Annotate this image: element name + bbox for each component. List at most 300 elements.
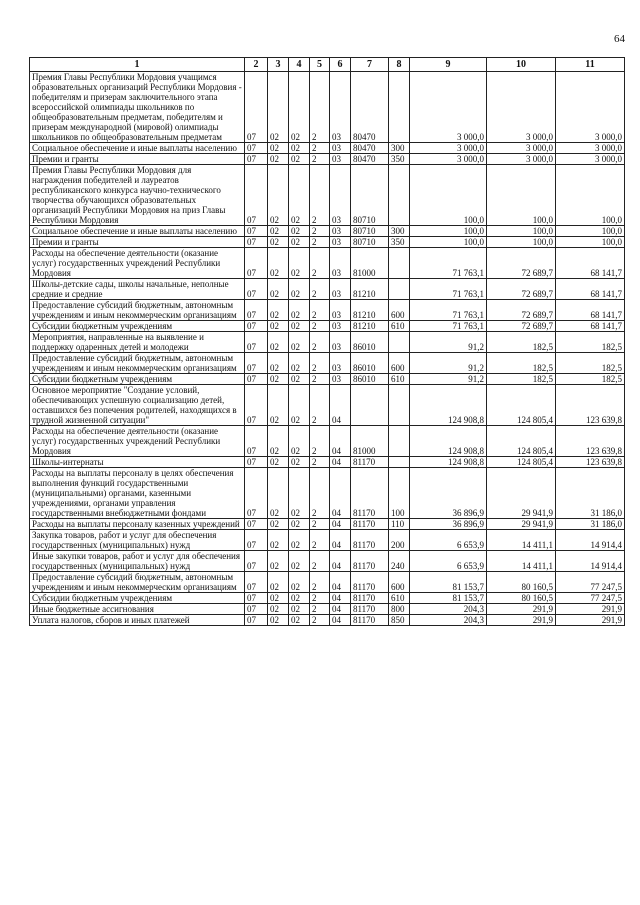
- amount-year2-cell: 100,0: [487, 165, 556, 226]
- amount-year1-cell: 3 000,0: [410, 143, 487, 154]
- amount-year3-cell: 68 141,7: [556, 279, 625, 300]
- section-code-cell: 07: [245, 154, 268, 165]
- header-cell: 1: [30, 58, 245, 72]
- amount-year2-cell: 100,0: [487, 226, 556, 237]
- subsection-code-cell: 02: [268, 300, 289, 321]
- event-code-cell: 03: [330, 353, 351, 374]
- direction-code-cell: 86010: [351, 374, 389, 385]
- subsection-code-cell: 02: [268, 332, 289, 353]
- amount-year1-cell: 91,2: [410, 332, 487, 353]
- header-cell: 4: [289, 58, 310, 72]
- expense-type-cell: 850: [389, 615, 410, 626]
- subsection-code-cell: 02: [268, 519, 289, 530]
- expense-name-cell: Иные бюджетные ассигнования: [30, 604, 245, 615]
- section-code-cell: 07: [245, 353, 268, 374]
- section-code-cell: 07: [245, 604, 268, 615]
- direction-code-cell: 81000: [351, 248, 389, 279]
- direction-code-cell: [351, 385, 389, 426]
- subprogram-code-cell: 2: [310, 353, 330, 374]
- header-cell: 5: [310, 58, 330, 72]
- expense-type-cell: 600: [389, 353, 410, 374]
- amount-year1-cell: 124 908,8: [410, 385, 487, 426]
- amount-year2-cell: 182,5: [487, 353, 556, 374]
- program-code-cell: 02: [289, 226, 310, 237]
- expense-type-cell: [389, 72, 410, 143]
- header-cell: 11: [556, 58, 625, 72]
- subsection-code-cell: 02: [268, 374, 289, 385]
- amount-year1-cell: 100,0: [410, 226, 487, 237]
- direction-code-cell: 81170: [351, 551, 389, 572]
- subprogram-code-cell: 2: [310, 165, 330, 226]
- subprogram-code-cell: 2: [310, 551, 330, 572]
- expense-type-cell: 240: [389, 551, 410, 572]
- expense-type-cell: [389, 426, 410, 457]
- section-code-cell: 07: [245, 572, 268, 593]
- expense-name-cell: Расходы на обеспечение деятельности (оказание услуг) государственных учреждений Республики Мордовия: [30, 248, 245, 279]
- event-code-cell: 04: [330, 468, 351, 519]
- expense-type-cell: 610: [389, 321, 410, 332]
- section-code-cell: 07: [245, 519, 268, 530]
- expense-type-cell: [389, 457, 410, 468]
- expense-name-cell: Мероприятия, направленные на выявление и поддержку одаренных детей и молодежи: [30, 332, 245, 353]
- table-row: [30, 248, 625, 279]
- table-row: [30, 165, 625, 226]
- amount-year2-cell: 3 000,0: [487, 143, 556, 154]
- section-code-cell: 07: [245, 615, 268, 626]
- expense-name-cell: Предоставление субсидий бюджетным, автономным учреждениям и иным некоммерческим организациям: [30, 300, 245, 321]
- section-code-cell: 07: [245, 226, 268, 237]
- expense-type-cell: 300: [389, 143, 410, 154]
- expense-type-cell: 350: [389, 154, 410, 165]
- subsection-code-cell: 02: [268, 143, 289, 154]
- table-row: [30, 374, 625, 385]
- amount-year2-cell: 182,5: [487, 374, 556, 385]
- expense-type-cell: [389, 279, 410, 300]
- program-code-cell: 02: [289, 165, 310, 226]
- direction-code-cell: 80710: [351, 237, 389, 248]
- direction-code-cell: 81170: [351, 530, 389, 551]
- subsection-code-cell: 02: [268, 321, 289, 332]
- header-cell: 3: [268, 58, 289, 72]
- program-code-cell: 02: [289, 279, 310, 300]
- program-code-cell: 02: [289, 353, 310, 374]
- subprogram-code-cell: 2: [310, 237, 330, 248]
- program-code-cell: 02: [289, 572, 310, 593]
- subsection-code-cell: 02: [268, 226, 289, 237]
- amount-year1-cell: 81 153,7: [410, 572, 487, 593]
- section-code-cell: 07: [245, 237, 268, 248]
- event-code-cell: 03: [330, 300, 351, 321]
- expense-name-cell: Школы-интернаты: [30, 457, 245, 468]
- direction-code-cell: 81000: [351, 426, 389, 457]
- subsection-code-cell: 02: [268, 385, 289, 426]
- section-code-cell: 07: [245, 457, 268, 468]
- expense-name-cell: Социальное обеспечение и иные выплаты населению: [30, 143, 245, 154]
- direction-code-cell: 81170: [351, 604, 389, 615]
- expense-type-cell: 600: [389, 300, 410, 321]
- header-cell: 8: [389, 58, 410, 72]
- header-cell: 10: [487, 58, 556, 72]
- amount-year2-cell: 100,0: [487, 237, 556, 248]
- subsection-code-cell: 02: [268, 593, 289, 604]
- subprogram-code-cell: 2: [310, 426, 330, 457]
- amount-year1-cell: 36 896,9: [410, 519, 487, 530]
- header-cell: 2: [245, 58, 268, 72]
- direction-code-cell: 86010: [351, 332, 389, 353]
- expense-name-cell: Расходы на выплаты персоналу казенных учреждений: [30, 519, 245, 530]
- event-code-cell: 03: [330, 154, 351, 165]
- budget-table: [29, 57, 625, 626]
- amount-year3-cell: 100,0: [556, 226, 625, 237]
- expense-name-cell: Закупка товаров, работ и услуг для обеспечения государственных (муниципальных) нужд: [30, 530, 245, 551]
- direction-code-cell: 81170: [351, 468, 389, 519]
- program-code-cell: 02: [289, 321, 310, 332]
- direction-code-cell: 81210: [351, 321, 389, 332]
- subsection-code-cell: 02: [268, 353, 289, 374]
- section-code-cell: 07: [245, 279, 268, 300]
- direction-code-cell: 81170: [351, 572, 389, 593]
- event-code-cell: 04: [330, 385, 351, 426]
- expense-type-cell: [389, 165, 410, 226]
- section-code-cell: 07: [245, 300, 268, 321]
- expense-name-cell: Премии и гранты: [30, 237, 245, 248]
- subsection-code-cell: 02: [268, 154, 289, 165]
- subprogram-code-cell: 2: [310, 530, 330, 551]
- direction-code-cell: 81170: [351, 457, 389, 468]
- event-code-cell: 03: [330, 321, 351, 332]
- program-code-cell: 02: [289, 374, 310, 385]
- table-row: [30, 154, 625, 165]
- subprogram-code-cell: 2: [310, 385, 330, 426]
- section-code-cell: 07: [245, 374, 268, 385]
- amount-year2-cell: 291,9: [487, 604, 556, 615]
- section-code-cell: 07: [245, 248, 268, 279]
- table-row: [30, 519, 625, 530]
- table-row: [30, 426, 625, 457]
- amount-year1-cell: 6 653,9: [410, 551, 487, 572]
- subprogram-code-cell: 2: [310, 279, 330, 300]
- subprogram-code-cell: 2: [310, 593, 330, 604]
- amount-year3-cell: 123 639,8: [556, 426, 625, 457]
- subsection-code-cell: 02: [268, 237, 289, 248]
- amount-year3-cell: 100,0: [556, 237, 625, 248]
- amount-year1-cell: 91,2: [410, 374, 487, 385]
- program-code-cell: 02: [289, 300, 310, 321]
- subprogram-code-cell: 2: [310, 248, 330, 279]
- expense-type-cell: 610: [389, 374, 410, 385]
- expense-type-cell: [389, 385, 410, 426]
- table-row: [30, 468, 625, 519]
- amount-year3-cell: 31 186,0: [556, 468, 625, 519]
- amount-year1-cell: 204,3: [410, 615, 487, 626]
- section-code-cell: 07: [245, 530, 268, 551]
- amount-year3-cell: 14 914,4: [556, 530, 625, 551]
- amount-year1-cell: 124 908,8: [410, 426, 487, 457]
- amount-year3-cell: 291,9: [556, 604, 625, 615]
- amount-year2-cell: 29 941,9: [487, 468, 556, 519]
- program-code-cell: 02: [289, 457, 310, 468]
- expense-type-cell: 350: [389, 237, 410, 248]
- expense-name-cell: Расходы на обеспечение деятельности (оказание услуг) государственных учреждений Республики Мордовия: [30, 426, 245, 457]
- expense-name-cell: Субсидии бюджетным учреждениям: [30, 593, 245, 604]
- table-row: [30, 226, 625, 237]
- amount-year1-cell: 100,0: [410, 165, 487, 226]
- amount-year3-cell: 68 141,7: [556, 300, 625, 321]
- amount-year1-cell: 71 763,1: [410, 300, 487, 321]
- amount-year2-cell: 291,9: [487, 615, 556, 626]
- header-cell: 7: [351, 58, 389, 72]
- program-code-cell: 02: [289, 426, 310, 457]
- expense-name-cell: Уплата налогов, сборов и иных платежей: [30, 615, 245, 626]
- amount-year2-cell: 14 411,1: [487, 551, 556, 572]
- program-code-cell: 02: [289, 468, 310, 519]
- event-code-cell: 03: [330, 143, 351, 154]
- expense-name-cell: Расходы на выплаты персоналу в целях обеспечения выполнения функций государственными (муниципальными) органами, казенными учреждениями, органами управления государственными внебюджетными фондами: [30, 468, 245, 519]
- expense-type-cell: [389, 332, 410, 353]
- amount-year3-cell: 182,5: [556, 332, 625, 353]
- header-cell: 9: [410, 58, 487, 72]
- section-code-cell: 07: [245, 593, 268, 604]
- section-code-cell: 07: [245, 143, 268, 154]
- amount-year1-cell: 6 653,9: [410, 530, 487, 551]
- table-row: [30, 615, 625, 626]
- amount-year2-cell: 124 805,4: [487, 385, 556, 426]
- section-code-cell: 07: [245, 551, 268, 572]
- amount-year2-cell: 3 000,0: [487, 72, 556, 143]
- amount-year2-cell: 72 689,7: [487, 321, 556, 332]
- subprogram-code-cell: 2: [310, 519, 330, 530]
- program-code-cell: 02: [289, 530, 310, 551]
- amount-year1-cell: 71 763,1: [410, 321, 487, 332]
- amount-year2-cell: 72 689,7: [487, 248, 556, 279]
- program-code-cell: 02: [289, 72, 310, 143]
- subsection-code-cell: 02: [268, 248, 289, 279]
- amount-year2-cell: 124 805,4: [487, 457, 556, 468]
- amount-year1-cell: 71 763,1: [410, 279, 487, 300]
- table-row: [30, 572, 625, 593]
- header-cell: 6: [330, 58, 351, 72]
- amount-year2-cell: 3 000,0: [487, 154, 556, 165]
- expense-type-cell: 610: [389, 593, 410, 604]
- table-row: [30, 604, 625, 615]
- direction-code-cell: 81170: [351, 519, 389, 530]
- table-row: [30, 143, 625, 154]
- subsection-code-cell: 02: [268, 468, 289, 519]
- amount-year3-cell: 291,9: [556, 615, 625, 626]
- expense-name-cell: Школы-детские сады, школы начальные, неполные средние и средние: [30, 279, 245, 300]
- direction-code-cell: 80710: [351, 226, 389, 237]
- expense-name-cell: Субсидии бюджетным учреждениям: [30, 374, 245, 385]
- subprogram-code-cell: 2: [310, 615, 330, 626]
- expense-type-cell: 200: [389, 530, 410, 551]
- event-code-cell: 04: [330, 604, 351, 615]
- event-code-cell: 04: [330, 457, 351, 468]
- amount-year1-cell: 3 000,0: [410, 154, 487, 165]
- program-code-cell: 02: [289, 385, 310, 426]
- direction-code-cell: 80470: [351, 72, 389, 143]
- direction-code-cell: 80470: [351, 154, 389, 165]
- table-row: [30, 530, 625, 551]
- amount-year2-cell: 124 805,4: [487, 426, 556, 457]
- subprogram-code-cell: 2: [310, 332, 330, 353]
- amount-year3-cell: 123 639,8: [556, 385, 625, 426]
- amount-year3-cell: 3 000,0: [556, 154, 625, 165]
- subprogram-code-cell: 2: [310, 154, 330, 165]
- subprogram-code-cell: 2: [310, 72, 330, 143]
- expense-name-cell: Основное мероприятие "Создание условий, обеспечивающих успешную социализацию детей, оставшихся без попечения родителей, находящихся в трудной жизненной ситуации": [30, 385, 245, 426]
- amount-year3-cell: 68 141,7: [556, 248, 625, 279]
- program-code-cell: 02: [289, 332, 310, 353]
- event-code-cell: 04: [330, 519, 351, 530]
- amount-year3-cell: 14 914,4: [556, 551, 625, 572]
- event-code-cell: 03: [330, 226, 351, 237]
- program-code-cell: 02: [289, 519, 310, 530]
- subsection-code-cell: 02: [268, 72, 289, 143]
- event-code-cell: 04: [330, 572, 351, 593]
- expense-name-cell: Субсидии бюджетным учреждениям: [30, 321, 245, 332]
- subprogram-code-cell: 2: [310, 468, 330, 519]
- expense-type-cell: 800: [389, 604, 410, 615]
- amount-year3-cell: 3 000,0: [556, 143, 625, 154]
- event-code-cell: 03: [330, 72, 351, 143]
- subsection-code-cell: 02: [268, 279, 289, 300]
- subprogram-code-cell: 2: [310, 321, 330, 332]
- program-code-cell: 02: [289, 143, 310, 154]
- subprogram-code-cell: 2: [310, 300, 330, 321]
- subsection-code-cell: 02: [268, 615, 289, 626]
- amount-year2-cell: 14 411,1: [487, 530, 556, 551]
- amount-year1-cell: 81 153,7: [410, 593, 487, 604]
- program-code-cell: 02: [289, 615, 310, 626]
- program-code-cell: 02: [289, 237, 310, 248]
- table-row: [30, 321, 625, 332]
- amount-year1-cell: 124 908,8: [410, 457, 487, 468]
- section-code-cell: 07: [245, 385, 268, 426]
- program-code-cell: 02: [289, 154, 310, 165]
- direction-code-cell: 81210: [351, 300, 389, 321]
- amount-year2-cell: 72 689,7: [487, 300, 556, 321]
- section-code-cell: 07: [245, 468, 268, 519]
- amount-year1-cell: 3 000,0: [410, 72, 487, 143]
- expense-type-cell: 100: [389, 468, 410, 519]
- expense-type-cell: 110: [389, 519, 410, 530]
- expense-type-cell: 600: [389, 572, 410, 593]
- subprogram-code-cell: 2: [310, 374, 330, 385]
- page-number: 64: [614, 33, 625, 45]
- amount-year3-cell: 3 000,0: [556, 72, 625, 143]
- amount-year1-cell: 91,2: [410, 353, 487, 374]
- table-row: [30, 279, 625, 300]
- amount-year3-cell: 68 141,7: [556, 321, 625, 332]
- table-row: [30, 551, 625, 572]
- expense-name-cell: Премия Главы Республики Мордовия учащимся образовательных организаций Республики Мордовия - победителям и призерам заключительного этапа всероссийской олимпиады школьников по общеобразовательным предметам, победителям и призерам международной (мировой) олимпиады школьников по общеобразовательным предметам: [30, 72, 245, 143]
- amount-year2-cell: 182,5: [487, 332, 556, 353]
- expense-name-cell: Премии и гранты: [30, 154, 245, 165]
- section-code-cell: 07: [245, 321, 268, 332]
- table-row: [30, 72, 625, 143]
- subprogram-code-cell: 2: [310, 604, 330, 615]
- direction-code-cell: 81210: [351, 279, 389, 300]
- amount-year3-cell: 100,0: [556, 165, 625, 226]
- event-code-cell: 04: [330, 551, 351, 572]
- section-code-cell: 07: [245, 426, 268, 457]
- direction-code-cell: 80470: [351, 143, 389, 154]
- table-row: [30, 332, 625, 353]
- program-code-cell: 02: [289, 604, 310, 615]
- amount-year1-cell: 71 763,1: [410, 248, 487, 279]
- table-row: [30, 457, 625, 468]
- subsection-code-cell: 02: [268, 551, 289, 572]
- table-row: [30, 237, 625, 248]
- direction-code-cell: 86010: [351, 353, 389, 374]
- direction-code-cell: 81170: [351, 615, 389, 626]
- event-code-cell: 04: [330, 426, 351, 457]
- event-code-cell: 03: [330, 248, 351, 279]
- direction-code-cell: 81170: [351, 593, 389, 604]
- event-code-cell: 03: [330, 279, 351, 300]
- amount-year2-cell: 80 160,5: [487, 593, 556, 604]
- table-row: [30, 593, 625, 604]
- amount-year3-cell: 182,5: [556, 374, 625, 385]
- subsection-code-cell: 02: [268, 457, 289, 468]
- event-code-cell: 04: [330, 530, 351, 551]
- expense-name-cell: Иные закупки товаров, работ и услуг для обеспечения государственных (муниципальных) нужд: [30, 551, 245, 572]
- subsection-code-cell: 02: [268, 530, 289, 551]
- amount-year2-cell: 29 941,9: [487, 519, 556, 530]
- event-code-cell: 03: [330, 332, 351, 353]
- amount-year3-cell: 31 186,0: [556, 519, 625, 530]
- amount-year3-cell: 182,5: [556, 353, 625, 374]
- event-code-cell: 03: [330, 165, 351, 226]
- amount-year1-cell: 204,3: [410, 604, 487, 615]
- subsection-code-cell: 02: [268, 572, 289, 593]
- subprogram-code-cell: 2: [310, 457, 330, 468]
- section-code-cell: 07: [245, 165, 268, 226]
- program-code-cell: 02: [289, 248, 310, 279]
- program-code-cell: 02: [289, 593, 310, 604]
- direction-code-cell: 80710: [351, 165, 389, 226]
- event-code-cell: 03: [330, 237, 351, 248]
- expense-name-cell: Социальное обеспечение и иные выплаты населению: [30, 226, 245, 237]
- subsection-code-cell: 02: [268, 604, 289, 615]
- program-code-cell: 02: [289, 551, 310, 572]
- expense-type-cell: [389, 248, 410, 279]
- header-row: [30, 58, 625, 72]
- expense-type-cell: 300: [389, 226, 410, 237]
- amount-year1-cell: 36 896,9: [410, 468, 487, 519]
- amount-year3-cell: 77 247,5: [556, 593, 625, 604]
- table-row: [30, 353, 625, 374]
- expense-name-cell: Премия Главы Республики Мордовия для награждения победителей и лауреатов республиканского конкурса научно-технического творчества обучающихся образовательных организаций Республики Мордовия на приз Главы Республики Мордовия: [30, 165, 245, 226]
- amount-year2-cell: 72 689,7: [487, 279, 556, 300]
- event-code-cell: 04: [330, 593, 351, 604]
- section-code-cell: 07: [245, 332, 268, 353]
- event-code-cell: 04: [330, 615, 351, 626]
- amount-year3-cell: 123 639,8: [556, 457, 625, 468]
- subprogram-code-cell: 2: [310, 143, 330, 154]
- expense-name-cell: Предоставление субсидий бюджетным, автономным учреждениям и иным некоммерческим организациям: [30, 353, 245, 374]
- subsection-code-cell: 02: [268, 165, 289, 226]
- subsection-code-cell: 02: [268, 426, 289, 457]
- subprogram-code-cell: 2: [310, 226, 330, 237]
- table-row: [30, 385, 625, 426]
- amount-year1-cell: 100,0: [410, 237, 487, 248]
- amount-year2-cell: 80 160,5: [487, 572, 556, 593]
- expense-name-cell: Предоставление субсидий бюджетным, автономным учреждениям и иным некоммерческим организациям: [30, 572, 245, 593]
- event-code-cell: 03: [330, 374, 351, 385]
- table-row: [30, 300, 625, 321]
- amount-year3-cell: 77 247,5: [556, 572, 625, 593]
